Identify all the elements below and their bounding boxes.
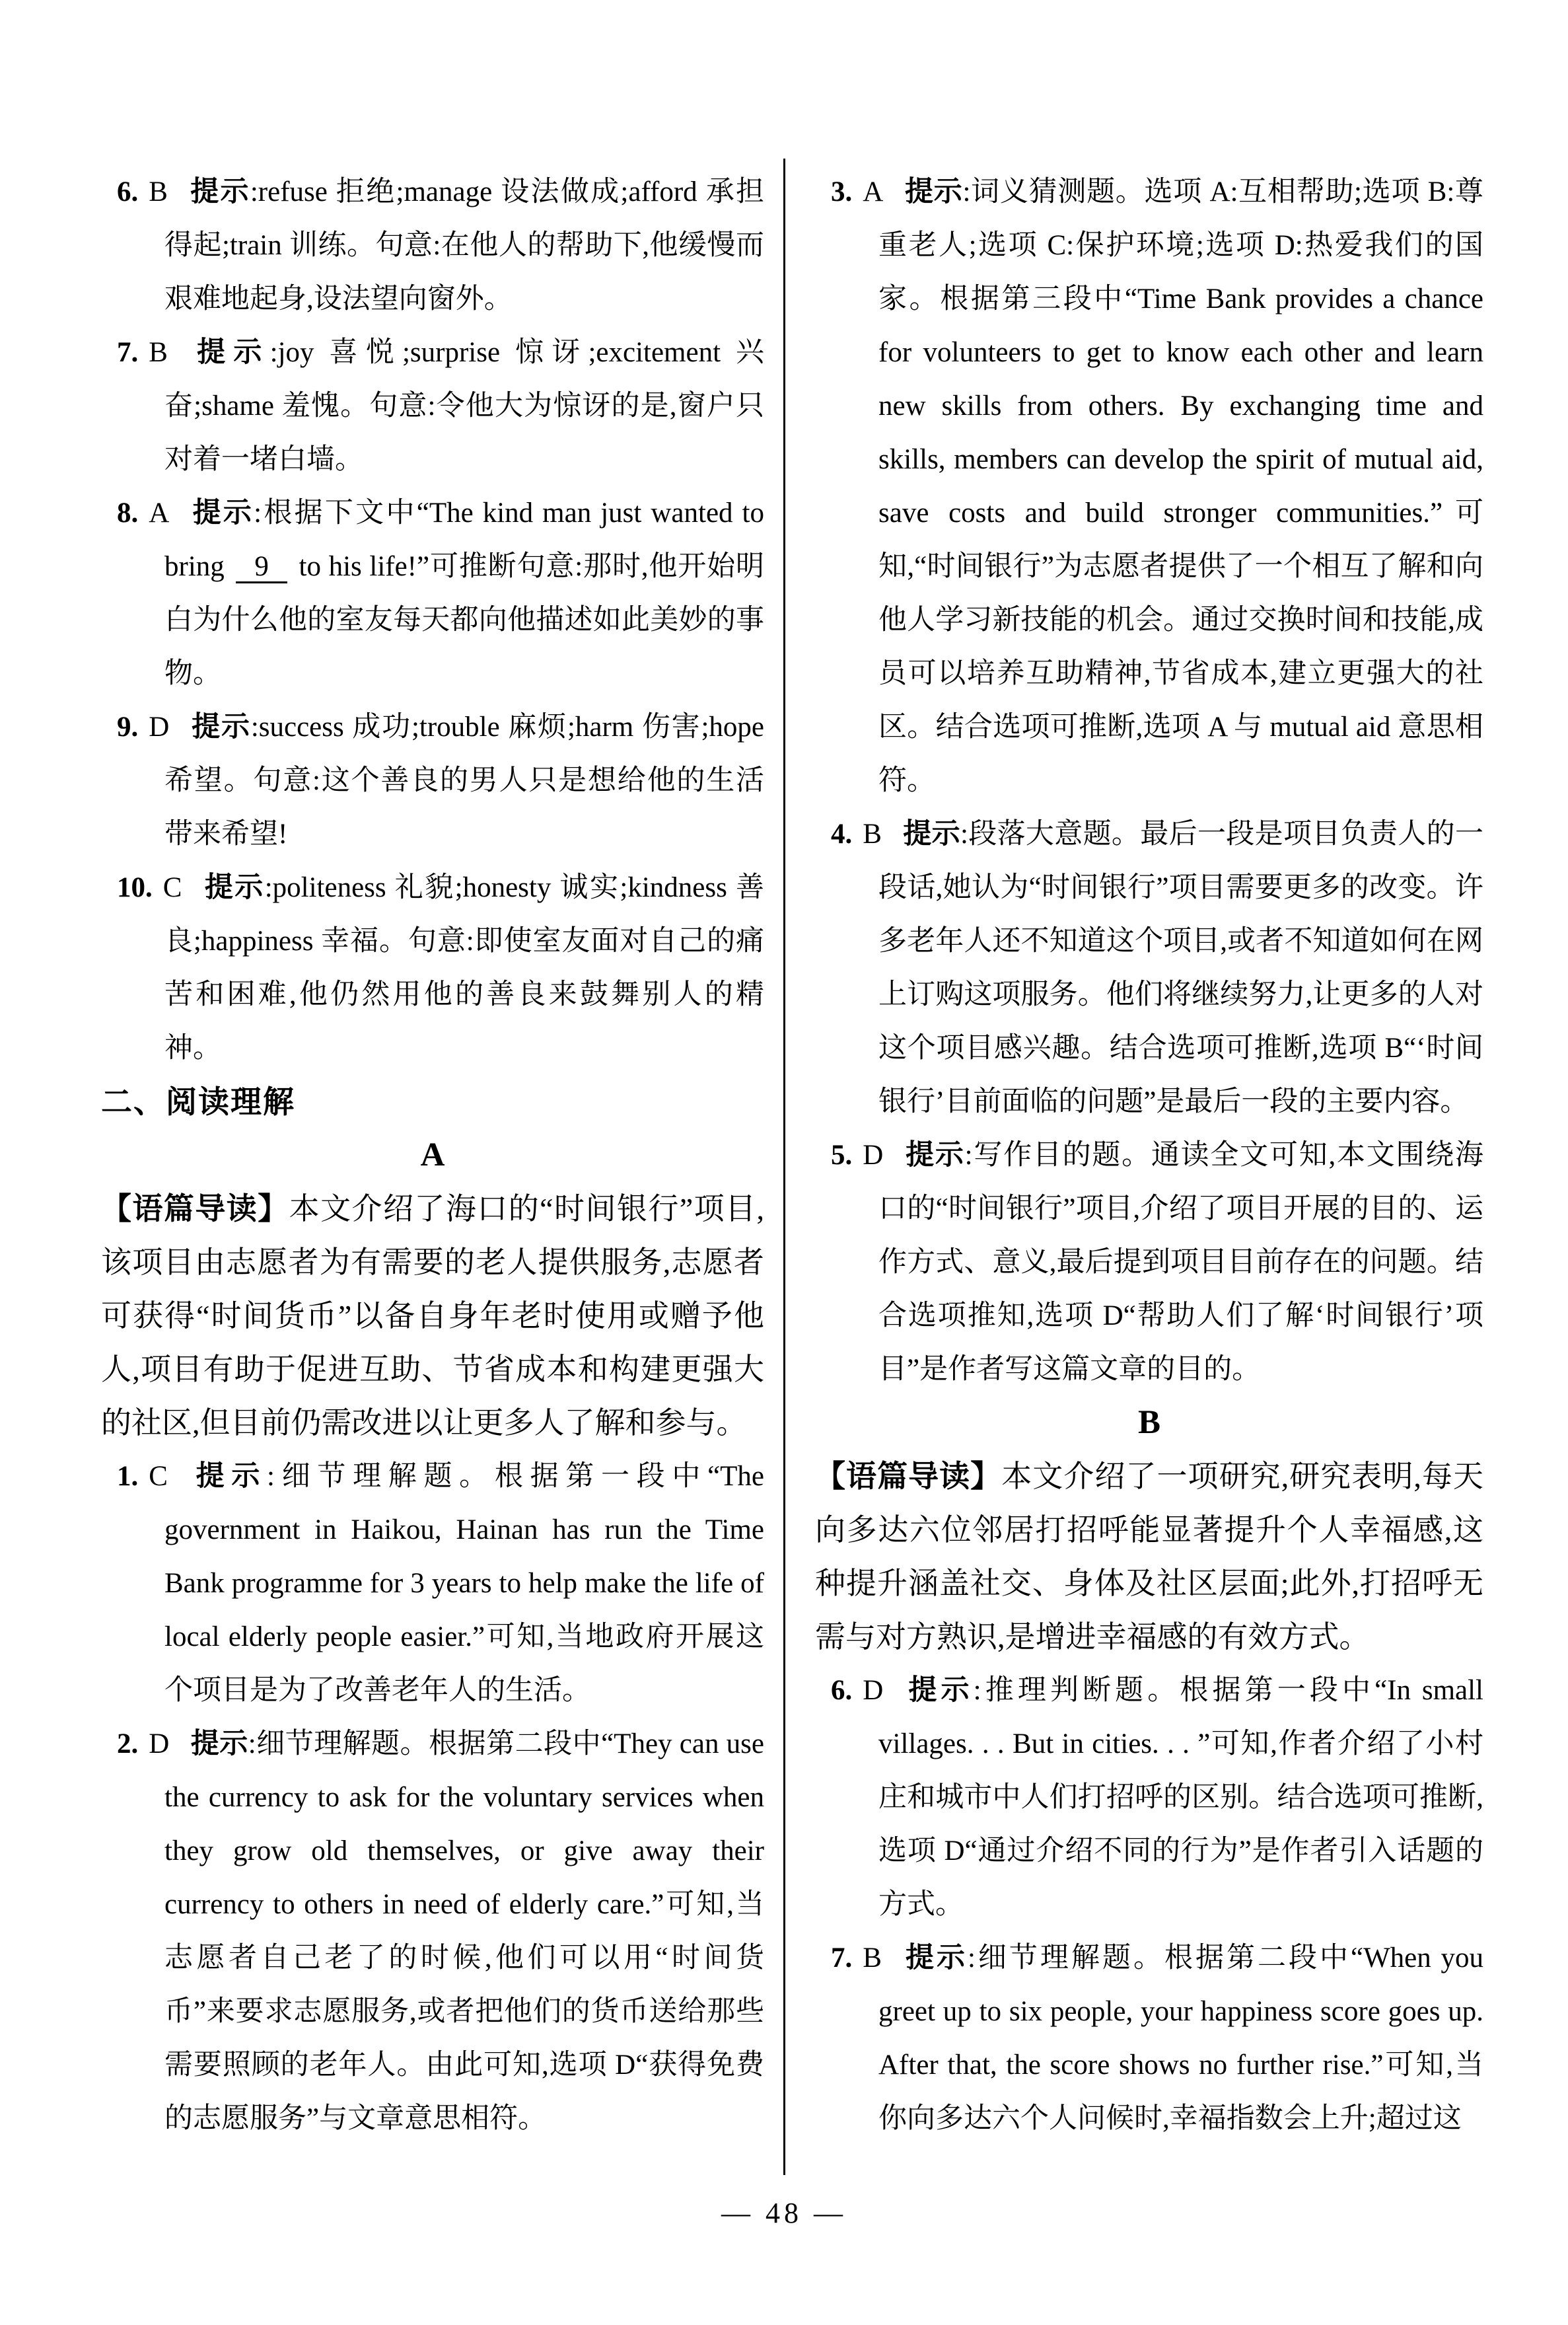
- tip-label: 提示: [904, 1139, 965, 1171]
- item-text: :推理判断题。根据第一段中“In small villages. . . But in cities. . . ”可知,作者介绍了小村庄和城市中人们打招呼的区别。结合选项可推断,选项 D“通过介绍不同的行为”是作者引入话题的方式。: [878, 1675, 1484, 1920]
- tip-label: 提示: [902, 818, 960, 850]
- intro-text: 本文介绍了一项研究,研究表明,每天向多达六位邻居打招呼能显著提升个人幸福感,这种提升涵盖社交、身体及社区层面;此外,打招呼无需与对方熟识,是增进幸福感的有效方式。: [815, 1459, 1484, 1654]
- item-number: 3.: [831, 176, 853, 207]
- cloze-item-8: [117, 486, 764, 700]
- item-text: :refuse 拒绝;manage 设法做成;afford 承担得起;train 训练。句意:在他人的帮助下,他缓慢而艰难地起身,设法望向窗外。: [164, 176, 765, 314]
- item-text: :细节理解题。根据第二段中“When you greet up to six people, your happiness score goes up. After that, the score shows no further rise.”可知,当你向多达六个人问候时,幸福指数会上升;超过这: [878, 1942, 1484, 2134]
- item-number: 1.: [117, 1461, 139, 1492]
- item-number: 6.: [117, 176, 139, 207]
- item-number: 4.: [831, 819, 853, 850]
- item-answer: B: [149, 337, 168, 368]
- tip-label: 提示: [902, 1942, 968, 1974]
- item-answer: D: [149, 1728, 170, 1759]
- cloze-item-7: [117, 326, 764, 486]
- tip-label: 提示: [188, 176, 250, 207]
- item-answer: A: [149, 498, 170, 529]
- item-number: 2.: [117, 1728, 139, 1759]
- tip-label: 提示: [203, 871, 265, 903]
- reading-a-item-4: [831, 807, 1483, 1128]
- tip-label: 提示: [190, 497, 254, 529]
- passage-a-label: A: [420, 1136, 445, 1173]
- item-answer: D: [149, 712, 170, 743]
- tip-label: 提示: [904, 1674, 974, 1706]
- reading-a-item-5: [831, 1128, 1483, 1396]
- tip-label: 提示: [904, 176, 963, 207]
- reading-b-item-7: [831, 1931, 1483, 2145]
- left-column: [101, 165, 764, 2145]
- item-text: :细节理解题。根据第二段中“They can use the currency to ask for the voluntary services when they grow old themselves, or give away their currency to others in need of elderly care.”可知,当志愿者自己老了的时候,他们可以用“时间货币”来要求志愿服务,或者把他们的货币送给那些需要照顾的老年人。由此可知,选项 D“获得免费的志愿服务”与文章意思相符。: [164, 1728, 764, 2134]
- item-number: 5.: [831, 1140, 853, 1171]
- item-number: 10.: [117, 872, 153, 903]
- item-text: :写作目的题。通读全文可知,本文围绕海口的“时间银行”项目,介绍了项目开展的目的、运作方式、意义,最后提到项目目前存在的问题。结合选项推知,选项 D“帮助人们了解‘时间银行’项目”是作者写这篇文章的目的。: [878, 1140, 1484, 1385]
- passage-a-intro: [101, 1182, 764, 1450]
- passage-b-intro: [815, 1450, 1483, 1664]
- item-number: 7.: [117, 337, 139, 368]
- item-text: :success 成功;trouble 麻烦;harm 伤害;hope 希望。句意:这个善良的男人只是想给他的生活带来希望!: [164, 712, 765, 850]
- item-answer: B: [149, 176, 168, 207]
- item-answer: B: [863, 819, 882, 850]
- tip-label: 提示: [188, 336, 270, 368]
- cloze-item-10: [117, 861, 764, 1075]
- reading-a-item-3: [831, 165, 1483, 807]
- item-answer: D: [863, 1675, 884, 1706]
- item-number: 8.: [117, 498, 139, 529]
- reading-a-item-2: [117, 1717, 764, 2145]
- reading-a-item-1: [117, 1450, 764, 1717]
- item-text: :段落大意题。最后一段是项目负责人的一段话,她认为“时间银行”项目需要更多的改变。许多老年人还不知道这个项目,或者不知道如何在网上订购这项服务。他们将继续努力,让更多的人对这个项目感兴趣。结合选项可推断,选项 B“‘时间银行’目前面临的问题”是最后一段的主要内容。: [878, 819, 1483, 1117]
- item-text: :词义猜测题。选项 A:互相帮助;选项 B:尊重老人;选项 C:保护环境;选项 D:热爱我们的国家。根据第三段中“Time Bank provides a chance for volunteers to get to know each other and learn new skills from others. By exchanging time and skills, members can develop the spirit of mutual aid, save costs and build stronger communities.”可知,“时间银行”为志愿者提供了一个相互了解和向他人学习新技能的机会。通过交换时间和技能,成员可以培养互助精神,节省成本,建立更强大的社区。结合选项可推断,选项 A 与 mutual aid 意思相符。: [878, 176, 1484, 796]
- cloze-item-9: [117, 700, 764, 861]
- section-heading-reading: 二、阅读理解: [101, 1084, 295, 1119]
- column-divider-line: [783, 159, 785, 2175]
- item-answer: B: [863, 1942, 882, 1974]
- tip-label: 提示: [188, 1460, 267, 1492]
- item-number: 6.: [831, 1675, 853, 1706]
- item-text: :joy 喜悦;surprise 惊讶;excitement 兴奋;shame 羞愧。句意:令他大为惊讶的是,窗户只对着一堵白墙。: [164, 337, 765, 475]
- item-text: :politeness 礼貌;honesty 诚实;kindness 善良;happiness 幸福。句意:即使室友面对自己的痛苦和困难,他仍然用他的善良来鼓舞别人的精神。: [164, 872, 764, 1064]
- page-number: — 48 —: [721, 2197, 847, 2229]
- item-answer: A: [863, 176, 884, 207]
- item-number: 9.: [117, 712, 139, 743]
- cloze-blank-9: 9: [236, 552, 287, 583]
- item-number: 7.: [831, 1942, 853, 1974]
- passage-b-label: B: [1137, 1404, 1161, 1441]
- item-answer: C: [162, 872, 182, 903]
- tip-label: 提示: [190, 711, 251, 743]
- right-column: [815, 165, 1483, 2145]
- item-answer: D: [863, 1140, 884, 1171]
- item-text-before-blank: :根据下文中“The kind man just wanted to bring: [164, 498, 765, 582]
- intro-tag: 【语篇导读】: [101, 1191, 289, 1226]
- item-answer: C: [149, 1461, 168, 1492]
- item-text-after-blank: to his life!”可推断句意:那时,他开始明白为什么他的室友每天都向他描述如此美妙的事物。: [164, 551, 765, 689]
- tip-label: 提示: [190, 1728, 248, 1759]
- intro-tag: 【语篇导读】: [815, 1459, 1002, 1493]
- reading-b-item-6: [831, 1664, 1483, 1931]
- item-text: :细节理解题。根据第一段中“The government in Haikou, Hainan has run the Time Bank programme for 3 years to help make the life of local elderly people easier.”可知,当地政府开展这个项目是为了改善老年人的生活。: [164, 1461, 765, 1706]
- cloze-item-6: [117, 165, 764, 326]
- intro-text: 本文介绍了海口的“时间银行”项目,该项目由志愿者为有需要的老人提供服务,志愿者可获得“时间货币”以备自身年老时使用或赠予他人,项目有助于促进互助、节省成本和构建更强大的社区,但目前仍需改进以让更多人了解和参与。: [101, 1192, 764, 1440]
